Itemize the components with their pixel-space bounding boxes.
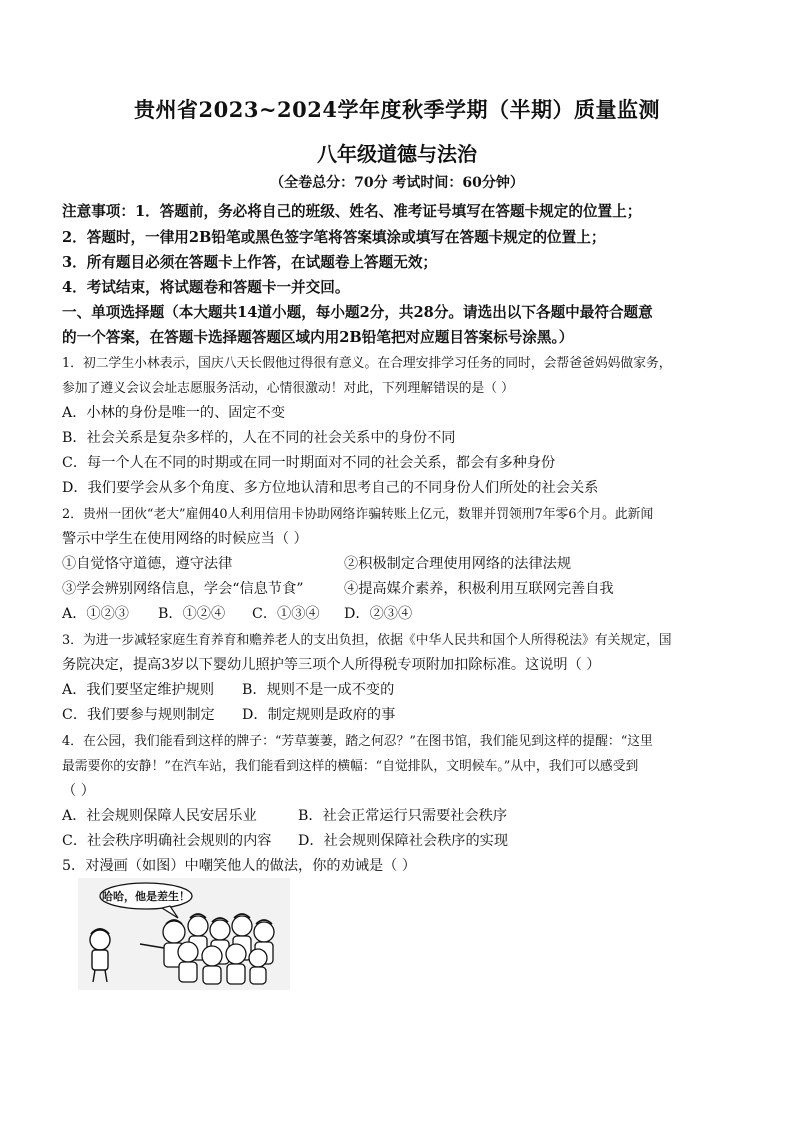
- q3-stem-line1: 3．为进一步减轻家庭生育养育和赡养老人的支出负担，依据《中华人民共和国个人所得税法》有关规定，国: [62, 633, 672, 648]
- note-2: 2．答题时，一律用2B铅笔或黑色签字笔将答案填涂或填写在答题卡规定的位置上；: [62, 229, 606, 246]
- q2-stem-line1: 2．贵州一团伙“老大”雇佣40人利用信用卡协助网络诈骗转账上亿元，数罪并罚领刑7年零6个月。此新闻: [62, 507, 654, 522]
- q4-option-b: B．社会正常运行只需要社会秩序: [298, 808, 508, 824]
- note-1: 注意事项：1．答题前，务必将自己的班级、姓名、准考证号填写在答题卡规定的位置上；: [62, 203, 642, 220]
- q4-option-c: C．社会秩序明确社会规则的内容: [62, 833, 272, 849]
- note-3: 3．所有题目必须在答题卡上作答，在试题卷上答题无效；: [62, 254, 438, 271]
- exam-info: （全卷总分：70分 考试时间：60分钟）: [270, 175, 524, 191]
- note-4: 4．考试结束，将试题卷和答题卡一并交回。: [62, 279, 350, 296]
- q4-stem-line3: （ ）: [62, 783, 95, 799]
- q1-option-d: D．我们要学会从多个角度、多方位地认清和思考自己的不同身份人们所处的社会关系: [62, 480, 599, 496]
- q4-stem-line1: 4．在公园，我们能看到这样的牌子：“芳草萋萋，踏之何忍？”在图书馆，我们能见到这样的提醒：“这里: [62, 734, 653, 749]
- q2-statement-2: ②积极制定合理使用网络的法律法规: [344, 556, 572, 572]
- q1-stem-line1: 1．初二学生小林表示，国庆八天长假他过得很有意义。在合理安排学习任务的同时，会帮爸爸妈妈做家务，: [62, 356, 672, 371]
- q1-stem-line2: 参加了遵义会议会址志愿服务活动，心情很激动！对此，下列理解错误的是（ ）: [62, 381, 514, 396]
- q4-stem-line2: 最需要你的安静！”在汽车站，我们能看到这样的横幅：“自觉排队，文明候车。”从中，我们可以感受到: [62, 759, 639, 774]
- q2-option-b: B．①②④: [158, 606, 226, 622]
- q2-option-c: C．①③④: [252, 606, 320, 622]
- exam-title: 贵州省2023~2024学年度秋季学期（半期）质量监测: [134, 97, 660, 122]
- q2-stem-line2: 警示中学生在使用网络的时候应当（ ）: [62, 531, 308, 547]
- q2-statement-4: ④提高媒介素养，积极利用互联网完善自我: [344, 581, 614, 597]
- q4-option-a: A．社会规则保障人民安居乐业: [62, 808, 257, 824]
- q3-stem-line2: 务院决定，提高3岁以下婴幼儿照护等三项个人所得税专项附加扣除标准。这说明（ ）: [62, 657, 601, 673]
- q1-option-b: B．社会关系是复杂多样的，人在不同的社会关系中的身份不同: [62, 430, 456, 446]
- q2-option-a: A．①②③: [62, 606, 129, 622]
- q3-option-c: C．我们要参与规则制定: [62, 707, 215, 723]
- q1-option-c: C．每一个人在不同的时期或在同一时期面对不同的社会关系，都会有多种身份: [62, 455, 556, 471]
- q2-statement-1: ①自觉恪守道德，遵守法律: [62, 556, 233, 572]
- q2-statement-3: ③学会辨别网络信息，学会“信息节食”: [62, 581, 304, 597]
- q3-option-a: A．我们要坚定维护规则: [62, 682, 215, 698]
- q5-cartoon-image: [78, 878, 290, 990]
- q4-option-d: D．社会规则保障社会秩序的实现: [298, 833, 509, 849]
- q3-option-b: B．规则不是一成不变的: [242, 682, 395, 698]
- q1-option-a: A．小林的身份是唯一的、固定不变: [62, 405, 286, 421]
- section-heading-line1: 一、单项选择题（本大题共14道小题，每小题2分，共28分。请选出以下各题中最符合题意: [62, 304, 653, 321]
- exam-subject: 八年级道德与法治: [317, 142, 477, 166]
- cartoon-speech-bubble: 哈哈，他是差生！: [102, 890, 190, 903]
- section-heading-line2: 的一个答案，在答题卡选择题答题区域内用2B铅笔把对应题目答案标号涂黑。）: [62, 329, 574, 346]
- q3-option-d: D．制定规则是政府的事: [242, 707, 396, 723]
- q5-stem: 5．对漫画（如图）中嘲笑他人的做法，你的劝诫是（ ）: [62, 858, 417, 874]
- q2-option-d: D．②③④: [344, 606, 413, 622]
